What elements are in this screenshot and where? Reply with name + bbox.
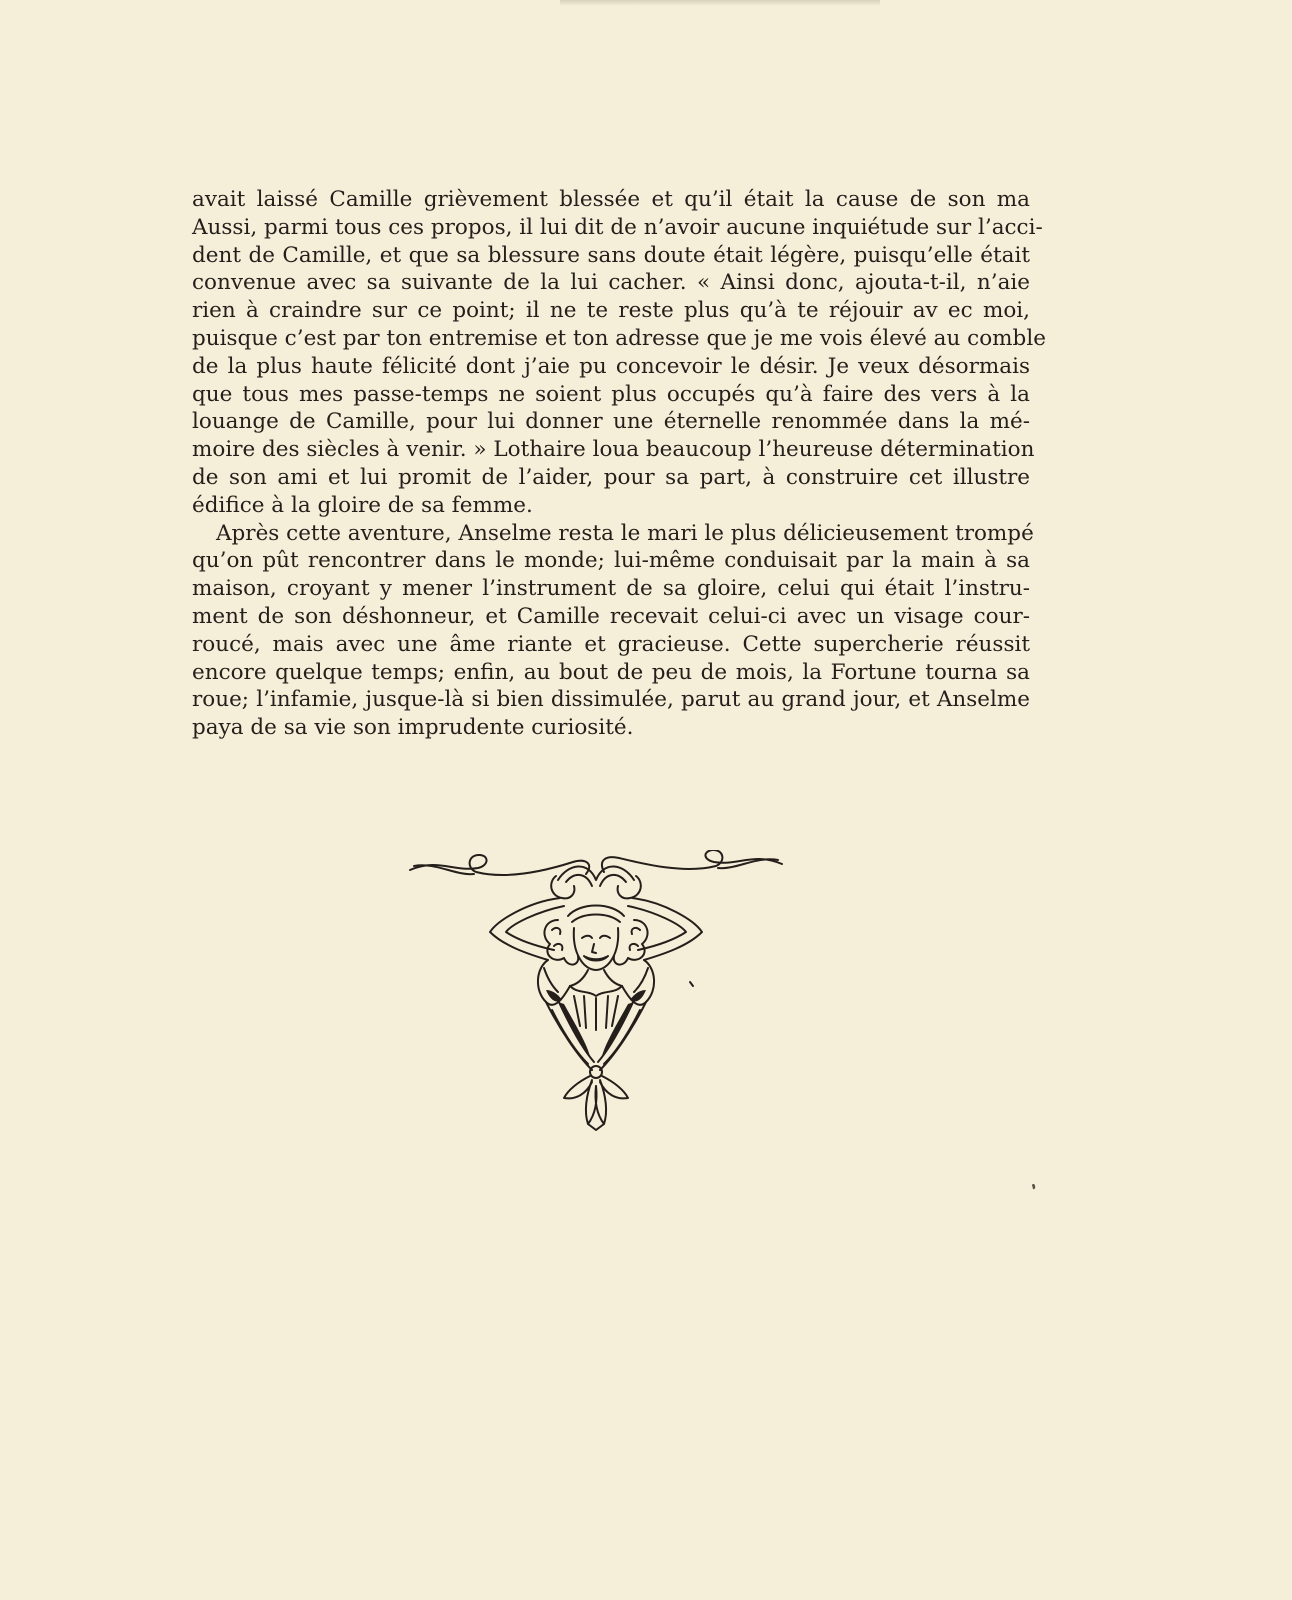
text-line: qu’on pût rencontrer dans le monde; lui-même conduisait par la main à sa bbox=[192, 548, 1030, 574]
paragraph-1 bbox=[192, 186, 1046, 520]
cul-de-lampe-figure-icon bbox=[408, 850, 784, 1132]
body-text bbox=[192, 186, 1046, 742]
text-line: dent de Camille, et que sa blessure sans doute était légère, puisqu’elle était bbox=[192, 242, 1030, 268]
text-line: rien à craindre sur ce point; il ne te reste plus qu’à te réjouir av ec moi, bbox=[192, 298, 1030, 324]
text-line: roue; l’infamie, jusque-là si bien dissimulée, parut au grand jour, et Anselme bbox=[192, 687, 1030, 713]
text-line: de son ami et lui promit de l’aider, pour sa part, à construire cet illustre bbox=[192, 464, 1030, 490]
text-line: Après cette aventure, Anselme resta le mari le plus délicieusement trompé bbox=[216, 520, 1034, 546]
text-line: maison, croyant y mener l’instrument de sa gloire, celui qui était l’instru- bbox=[192, 576, 1030, 602]
text-line: convenue avec sa suivante de la lui cacher. « Ainsi donc, ajouta-t-il, n’aie bbox=[192, 270, 1030, 296]
text-line: moire des siècles à venir. » Lothaire loua beaucoup l’heureuse détermination bbox=[192, 437, 1035, 463]
text-line: que tous mes passe-temps ne soient plus occupés qu’à faire des vers à la bbox=[192, 381, 1030, 407]
page-edge-shadow bbox=[560, 0, 880, 6]
text-line: Aussi, parmi tous ces propos, il lui dit de n’avoir aucune inquiétude sur l’acci- bbox=[192, 214, 1043, 240]
text-line: de la plus haute félicité dont j’aie pu concevoir le désir. Je veux désormais bbox=[192, 353, 1030, 379]
text-line: louange de Camille, pour lui donner une éternelle renommée dans la mé- bbox=[192, 409, 1030, 435]
text-line: avait laissé Camille grièvement blessée et qu’il était la cause de son ma bbox=[192, 187, 1030, 212]
text-line: édifice à la gloire de sa femme. bbox=[192, 492, 533, 518]
paragraph-2 bbox=[192, 520, 1034, 742]
text-line: ment de son déshonneur, et Camille recevait celui-ci avec un visage cour- bbox=[192, 603, 1030, 629]
text-line: roucé, mais avec une âme riante et gracieuse. Cette supercherie réussit bbox=[192, 631, 1030, 657]
text-line: puisque c’est par ton entremise et ton adresse que je me vois élevé au comble bbox=[192, 325, 1046, 351]
paper-speck bbox=[1031, 1183, 1037, 1191]
text-line: paya de sa vie son imprudente curiosité. bbox=[192, 715, 634, 741]
text-line: encore quelque temps; enfin, au bout de peu de mois, la Fortune tourna sa bbox=[192, 659, 1030, 685]
